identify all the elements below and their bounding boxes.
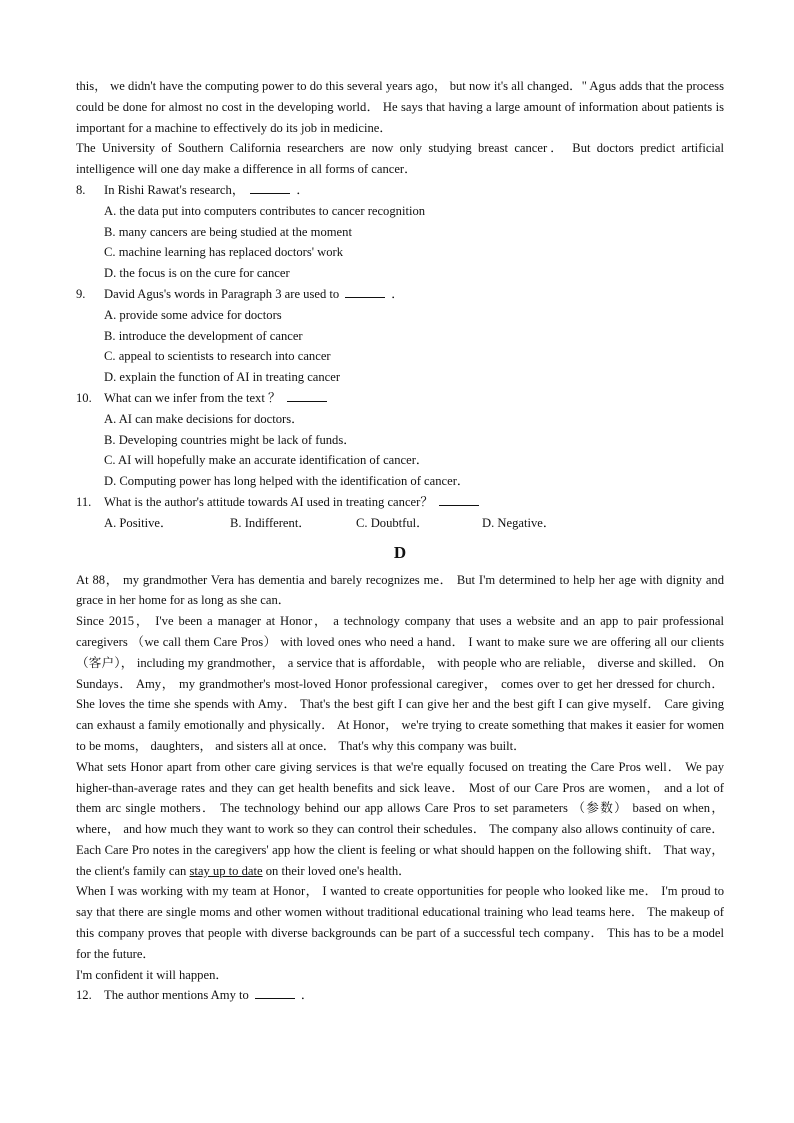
option-a[interactable]: A. AI can make decisions for doctors． [104,411,304,426]
option-a[interactable]: A. the data put into computers contributes to cancer recognition [104,203,426,218]
option-a[interactable]: A. Positive． [104,515,173,530]
option-b[interactable]: B. introduce the development of cancer [104,328,303,343]
question-10 [76,388,724,409]
passage-d-paragraph: I'm confident it will happen． [76,967,228,982]
question-number: 12. [76,988,92,1003]
section-heading: D [393,542,407,562]
answer-blank[interactable] [345,285,385,298]
passage-c-paragraph: this， we didn't have the computing power to do this several years ago， but now it's all changed．" Agus adds that the process could be done for almost no cost in the developing world． He says that having a large amount of information about patients is important for a machine to effectively do its job in medicine． [76,79,724,135]
passage-d-paragraph: At 88， my grandmother Vera has dementia and barely recognizes me． But I'm determined to help her age with dignity and grace in her home for as long as she can． [76,572,724,608]
answer-blank[interactable] [439,493,479,506]
option-d[interactable]: D. Computing power has long helped with the identification of cancer． [104,474,470,489]
question-stem: David Agus's words in Paragraph 3 are used to [104,286,340,301]
option-c[interactable]: C. Doubtful． [356,515,429,530]
question-9 [76,284,724,305]
option-a[interactable]: A. provide some advice for doctors [104,307,282,322]
passage-d-paragraph [76,757,724,882]
passage-d-paragraph: Since 2015， I've been a manager at Honor， a technology company that uses a website and an app to pair professional caregivers （we call them Care Pros） with loved ones who need a hand． I want to make sure we are offering all our clients （客户）， including my grandmother， a service that is affordable， with people who are reliable， diverse and skilled． On Sundays． Amy， my grandmother's most-loved Honor professional caregiver， comes over to get her dressed for church． She loves the time she spends with Amy． That's the best gift I can give her and the best gift I can give myself． Care giving can exhaust a family emotionally and physically． At Honor， we're trying to create something that makes it easier for women to be moms， daughters， and sisters all at once． That's why this company was built． [76,614,724,753]
passage-c-paragraph: The University of Southern California researchers are now only studying breast cancer． But doctors predict artificial intelligence will one day make a difference in all forms of cancer． [76,141,724,177]
question-number: 9. [76,286,86,301]
question-stem: The author mentions Amy to [104,988,249,1003]
option-d[interactable]: D. the focus is on the cure for cancer [104,266,290,281]
underlined-phrase: stay up to date [189,863,263,878]
question-number: 10. [76,390,92,405]
question-number: 11. [76,494,92,509]
question-8 [76,180,724,201]
question-end: ． [300,988,314,1003]
answer-blank[interactable] [287,389,327,402]
question-stem: What can we infer from the text ？ [104,390,281,405]
paragraph-text: on their loved one's health． [262,863,411,878]
option-d[interactable]: D. Negative． [482,515,556,530]
question-12 [76,985,724,1006]
paragraph-text: What sets Honor apart from other care giving services is that we're equally focused on treating the Care Pros well． We pay higher-than-average rates and they can get health benefits and sick leave． Most of our Care Pros are women， and a lot of them arc single mothers． The technology behind our app allows Care Pros to set parameters （参数） based on when， where， and how much they want to work so they can control their schedules． The company also allows continuity of care． Each Care Pro notes in the caregivers' app how the client is feeling or what should happen on the following shift． That way， the client's family can [76,759,724,878]
answer-blank[interactable] [255,986,295,999]
question-stem: In Rishi Rawat's research， [104,182,245,197]
option-c[interactable]: C. appeal to scientists to research into cancer [104,349,331,364]
question-end: ． [391,286,404,301]
question-stem: What is the author's attitude towards AI used in treating cancer？ [104,494,433,509]
options-row [76,513,724,534]
question-11 [76,492,724,513]
answer-blank[interactable] [250,181,290,194]
option-d[interactable]: D. explain the function of AI in treating cancer [104,370,341,385]
option-c[interactable]: C. AI will hopefully make an accurate identification of cancer． [104,453,429,468]
option-b[interactable]: B. Developing countries might be lack of funds． [104,432,356,447]
question-number: 8. [76,182,86,197]
page-content [76,76,724,1006]
question-end: ． [296,182,310,197]
passage-d-paragraph: When I was working with my team at Honor， I wanted to create opportunities for people who looked like me． I'm proud to say that there are single moms and other women without traditional educational training who lead teams here． The makeup of this company proves that people with diverse backgrounds can be part of a successful tech company． This has to be a model for the future． [76,884,724,961]
option-c[interactable]: C. machine learning has replaced doctors' work [104,245,344,260]
option-b[interactable]: B. Indifferent． [230,515,311,530]
option-b[interactable]: B. many cancers are being studied at the moment [104,224,352,239]
